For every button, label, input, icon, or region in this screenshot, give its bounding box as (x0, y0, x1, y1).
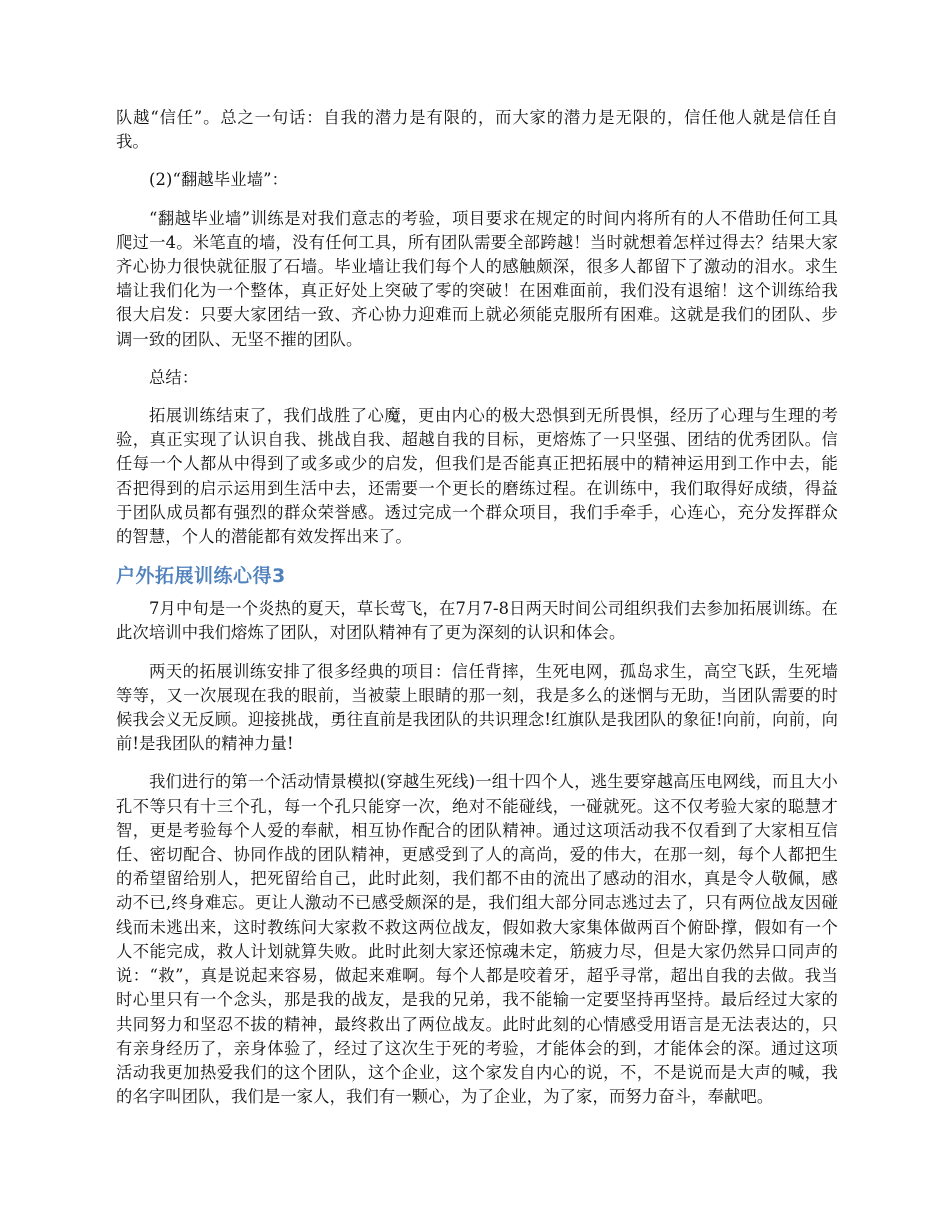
paragraph-wall-description: “翻越毕业墙”训练是对我们意志的考验，项目要求在规定的时间内将所有的人不借助任何工具爬过一4。米笔直的墙，没有任何工具，所有团队需要全部跨越！当时就想着怎样过得去？结果大家齐心协力很快就征服了石墙。毕业墙让我们每个人的感触颇深，很多人都留下了激动的泪水。求生墙让我们化为一个整体，真正好处上突破了零的突破！在困难面前，我们没有退缩！这个训练给我很大启发：只要大家团结一致、齐心协力迎难而上就必须能克服所有困难。这就是我们的团队、步调一致的团队、无坚不摧的团队。 (116, 208, 838, 349)
paragraph-section-activity: 我们进行的第一个活动情景模拟(穿越生死线)一组十四个人，逃生要穿越高压电网线，而且大小孔不等只有十三个孔，每一个孔只能穿一次，绝对不能碰线，一碰就死。这不仅考验大家的聪慧才智，更是考验每个人爱的奉献，相互协作配合的团队精神。通过这项活动我不仅看到了大家相互信任、密切配合、协同作战的团队精神，更感受到了人的高尚，爱的伟大，在那一刻，每个人都把生的希望留给别人，把死留给自己，此时此刻，我们都不由的流出了感动的泪水，真是令人敬佩，感动不已,终身难忘。更让人激动不已感受颇深的是，我们组大部分同志逃过去了，只有两位战友因碰线而未逃出来，这时教练问大家救不救这两位战友，假如救大家集体做两百个俯卧撑，假如有一个人不能完成，救人计划就算失败。此时此刻大家还惊魂未定，筋疲力尽，但是大家仍然异口同声的说：“救”，真是说起来容易，做起来难啊。每个人都是咬着牙，超乎寻常，超出自我的去做。我当时心里只有一个念头，那是我的战友，是我的兄弟，我不能输一定要坚持再坚持。最后经过大家的共同努力和坚忍不拔的精神，最终救出了两位战友。此时此刻的心情感受用语言是无法表达的，只有亲身经历了，亲身体验了，经过了这次生于死的考验，才能体会的到，才能体会的深。通过这项活动我更加热爱我们的这个团队，这个企业，这个家发自内心的说，不，不是说而是大声的喊，我的名字叫团队，我们是一家人，我们有一颗心，为了企业，为了家，而努力奋斗，奉献吧。 (116, 772, 838, 1107)
paragraph-trust-conclusion: 队越“信任”。总之一句话：自我的潜力是有限的，而大家的潜力是无限的，信任他人就是信任自我。 (116, 108, 838, 152)
paragraph-section-projects: 两天的拓展训练安排了很多经典的项目：信任背摔，生死电网，孤岛求生，高空飞跃，生死墙等等，又一次展现在我的眼前，当被蒙上眼睛的那一刻，我是多么的迷惘与无助，当团队需要的时候我会义无反顾。迎接挑战，勇往直前是我团队的共识理念!红旗队是我团队的象征!向前，向前，向前!是我团队的精神力量! (116, 661, 838, 754)
section-heading: 户外拓展训练心得3 (116, 565, 286, 588)
paragraph-section-intro: 7月中旬是一个炎热的夏天，草长莺飞，在7月7-8日两天时间公司组织我们去参加拓展训练。在此次培训中我们熔炼了团队，对团队精神有了更为深刻的认识和体会。 (116, 599, 838, 643)
paragraph-summary-body: 拓展训练结束了，我们战胜了心魔，更由内心的极大恐惧到无所畏惧，经历了心理与生理的考验，真正实现了认识自我、挑战自我、超越自我的目标，更熔炼了一只坚强、团结的优秀团队。信任每一个人都从中得到了或多或少的启发，但我们是否能真正把拓展中的精神运用到工作中去，能否把得到的启示运用到生活中去，还需要一个更长的磨练过程。在训练中，我们取得好成绩，得益于团队成员都有强烈的群众荣誉感。透过完成一个群众项目，我们手牵手，心连心，充分发挥群众的智慧，个人的潜能都有效发挥出来了。 (116, 406, 838, 547)
paragraph-wall-subheading: (2)“翻越毕业墙”： (149, 170, 289, 190)
document-page (116, 106, 838, 1109)
paragraph-summary-label: 总结： (149, 367, 199, 387)
